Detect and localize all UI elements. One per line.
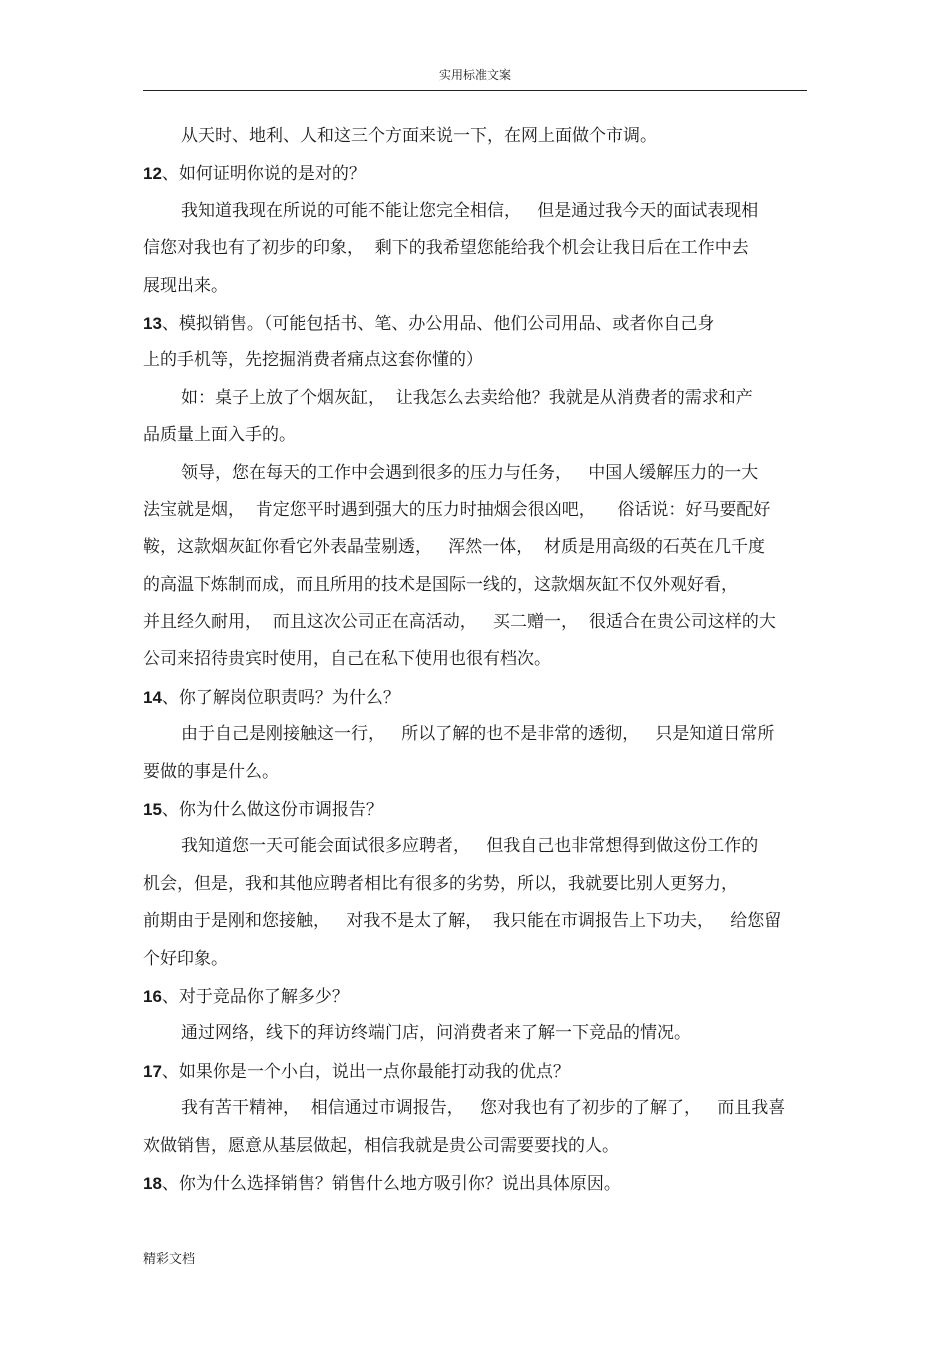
line-text: 前期由于是刚和您接触， 对我不是太了解， 我只能在市调报告上下功夫， 给您留 xyxy=(143,911,782,932)
line-text: 我知道您一天可能会面试很多应聘者， 但我自己也非常想得到做这份工作的 xyxy=(181,836,759,857)
line-text: 、模拟销售。（可能包括书、笔、办公用品、他们公司用品、或者你自己身 xyxy=(161,313,715,334)
text-line xyxy=(143,604,807,641)
line-text: 、你了解岗位职责吗？为什么？ xyxy=(161,687,400,708)
line-text: 个好印象。 xyxy=(143,948,228,969)
page-header: 实用标准文案 xyxy=(438,68,511,82)
text-line xyxy=(143,268,807,305)
text-line xyxy=(143,716,807,753)
line-text: 的高温下炼制而成，而且所用的技术是国际一线的，这款烟灰缸不仅外观好看， xyxy=(143,574,738,595)
line-text: 要做的事是什么。 xyxy=(143,761,279,782)
line-text: 法宝就是烟， 肯定您平时遇到强大的压力时抽烟会很凶吧， 俗话说：好马要配好 xyxy=(143,499,771,520)
line-text: 信您对我也有了初步的印象， 剩下的我希望您能给我个机会让我日后在工作中去 xyxy=(143,238,749,259)
question-line xyxy=(143,1053,807,1090)
header-divider xyxy=(143,90,807,91)
text-line xyxy=(143,455,807,492)
text-line xyxy=(143,529,807,566)
line-text: 品质量上面入手的。 xyxy=(143,425,296,446)
line-text: 从天时、地利、人和这三个方面来说一下，在网上面做个市调。 xyxy=(181,126,657,146)
line-text: 上的手机等，先挖掘消费者痛点这套你懂的） xyxy=(143,350,483,371)
question-number: 17 xyxy=(143,1061,162,1081)
line-text: 由于自己是刚接触这一行， 所以了解的也不是非常的透彻， 只是知道日常所 xyxy=(181,724,775,745)
line-text: 机会，但是，我和其他应聘者相比有很多的劣势，所以，我就要比别人更努力， xyxy=(143,873,738,894)
text-line xyxy=(143,380,807,417)
question-number: 16 xyxy=(143,986,162,1006)
text-line xyxy=(143,118,807,155)
text-line xyxy=(143,567,807,604)
line-text: 鞍，这款烟灰缸你看它外表晶莹剔透， 浑然一体， 材质是用高级的石英在几千度 xyxy=(143,537,766,558)
question-number: 12 xyxy=(143,164,162,184)
line-text: 欢做销售，愿意从基层做起，相信我就是贵公司需要要找的人。 xyxy=(143,1135,619,1156)
question-number: 18 xyxy=(143,1173,162,1193)
text-line xyxy=(143,230,807,267)
text-line xyxy=(143,193,807,230)
line-text: 并且经久耐用， 而且这次公司正在高活动， 买二赠一， 很适合在贵公司这样的大 xyxy=(143,612,776,633)
line-text: 公司来招待贵宾时使用，自己在私下使用也很有档次。 xyxy=(143,649,551,670)
page-footer: 精彩文档 xyxy=(143,1252,196,1267)
line-text: 领导，您在每天的工作中会遇到很多的压力与任务， 中国人缓解压力的一大 xyxy=(181,462,759,483)
line-text: 、如果你是一个小白，说出一点你最能打动我的优点？ xyxy=(161,1061,570,1082)
text-line xyxy=(143,342,807,379)
text-line xyxy=(143,754,807,791)
line-text: 、如何证明你说的是对的？ xyxy=(161,164,366,185)
line-text: 我知道我现在所说的可能不能让您完全相信， 但是通过我今天的面试表现相 xyxy=(181,200,759,221)
text-line xyxy=(143,828,807,865)
line-text: 我有苦干精神， 相信通过市调报告， 您对我也有了初步的了解了， 而且我喜 xyxy=(181,1098,786,1119)
text-line xyxy=(143,492,807,529)
line-text: 、对于竞品你了解多少？ xyxy=(161,986,349,1007)
question-line xyxy=(143,155,807,192)
question-line xyxy=(143,978,807,1015)
text-line xyxy=(143,903,807,940)
question-line xyxy=(143,679,807,716)
text-line xyxy=(143,1015,807,1052)
question-number: 14 xyxy=(143,687,162,707)
line-text: 如：桌子上放了个烟灰缸， 让我怎么去卖给他？我就是从消费者的需求和产 xyxy=(181,387,753,408)
document-body xyxy=(143,118,807,1202)
question-number: 15 xyxy=(143,800,162,820)
text-line xyxy=(143,941,807,978)
line-text: 展现出来。 xyxy=(143,275,228,296)
text-line xyxy=(143,1128,807,1165)
line-text: 、你为什么选择销售？销售什么地方吸引你？说出具体原因。 xyxy=(161,1173,621,1194)
line-text: 通过网络，线下的拜访终端门店，问消费者来了解一下竞品的情况。 xyxy=(181,1023,691,1044)
question-line xyxy=(143,305,807,342)
text-line xyxy=(143,1090,807,1127)
question-number: 13 xyxy=(143,313,162,333)
text-line xyxy=(143,641,807,678)
question-line xyxy=(143,791,807,828)
text-line xyxy=(143,866,807,903)
line-text: 、你为什么做这份市调报告？ xyxy=(161,800,383,821)
text-line xyxy=(143,417,807,454)
question-line xyxy=(143,1165,807,1202)
